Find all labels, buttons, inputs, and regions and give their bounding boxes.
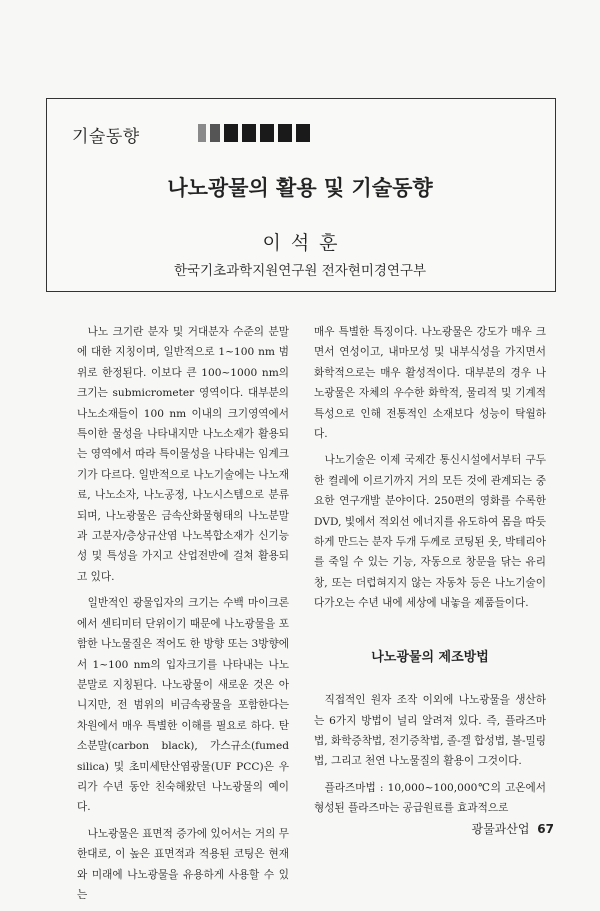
section-tag: 기술동향: [72, 127, 140, 147]
paragraph: 직접적인 원자 조작 이외에 나노광물을 생산하는 6가지 방법이 널리 알려져 있다. 즉, 플라즈마법, 화학증착법, 전기증착법, 졸-겔 합성법, 볼-밀링법, 그리고 천연 나노물질의 활용이 그것이다.: [314, 694, 546, 768]
right-column: [314, 322, 546, 825]
author-name: 이석훈: [262, 232, 348, 254]
author-affiliation: 한국기초과학지원연구원 전자현미경연구부: [173, 263, 427, 279]
paragraph: 매우 특별한 특징이다. 나노광물은 강도가 매우 크면서 연성이고, 내마모성 및 내부식성을 가지면서 화학적으로는 매우 활성적이다. 대부분의 경우 나노광물은 자체의 우수한 화학적, 물리적 및 기계적 특성으로 인해 전통적인 소재보다 성능이 탁월하다.: [314, 326, 546, 441]
journal-name: 광물과산업: [471, 822, 530, 836]
page-footer: [472, 820, 555, 837]
article-title: 나노광물의 활용 및 기술동향: [167, 176, 433, 200]
paragraph: 나노기술은 이제 국제간 통신시설에서부터 구두 한 켤레에 이르기까지 거의 모든 것에 관계되는 중요한 연구개발 분야이다. 250편의 영화를 수록한 DVD, 빛에서 적외선 에너지를 유도하여 몸을 따듯하게 만드는 분자 두개 두께로 코팅된 옷, 박테리아를 죽일 수 있는 기능, 자동으로 창문을 닦는 유리창, 또는 더럽혀지지 않는 자동차 등은 나노기술이 다가오는 수년 내에 세상에 내놓을 제품들이다.: [314, 454, 546, 610]
paragraph: 나노광물은 표면적 증가에 있어서는 거의 무한대로, 이 높은 표면적과 적용된 코팅은 현재와 미래에 나노광물을 유용하게 사용할 수 있는: [77, 827, 289, 901]
page-number: 67: [537, 822, 554, 836]
section-heading: 나노광물의 제조방법: [371, 649, 489, 665]
paragraph: 일반적인 광물입자의 크기는 수백 마이크론에서 센티미터 단위이기 때문에 나노광물을 포함한 나노물질은 적어도 한 방향 또는 3방향에서 1~100 nm의 입자크기를 나타내는 나노분말로 지칭된다. 나노광물이 새로운 것은 아니지만, 전 범위의 비금속광물을 포함한다는 차원에서 매우 특별한 이해를 필요로 하다. 탄소분말(carbon black), 가스규소(fumed silica) 및 초미세탄산염광물(UF PCC)은 우리가 수년 동안 친숙해왔던 나노광물의 예이다.: [77, 597, 289, 814]
paragraph: 플라즈마법 : 10,000~100,000℃의 고온에서 형성된 플라즈마는 공급원료를 효과적으로: [314, 781, 546, 815]
left-column: [77, 322, 289, 911]
decorative-bars: [198, 124, 310, 142]
paragraph: 나노 크기란 분자 및 거대분자 수준의 분말에 대한 지칭이며, 일반적으로 1~100 nm 범위로 한정된다. 이보다 큰 100~1000 nm의 크기는 submicrometer 영역이다. 대부분의 나노소재들이 100 nm 이내의 크기영역에서 특이한 물성을 나타내지만 나노소재가 활용되는 영역에서 따라 특이물성을 나타내는 임계크기가 다르다. 일반적으로 나노기술에는 나노재료, 나노소자, 나노공정, 나노시스템으로 분류되며, 나노광물은 금속산화물형태의 나노분말과 고분자/층상규산염 나노복합소재가 신기능성 및 특성을 가지고 산업전반에 걸쳐 활용되고 있다.: [77, 326, 289, 583]
